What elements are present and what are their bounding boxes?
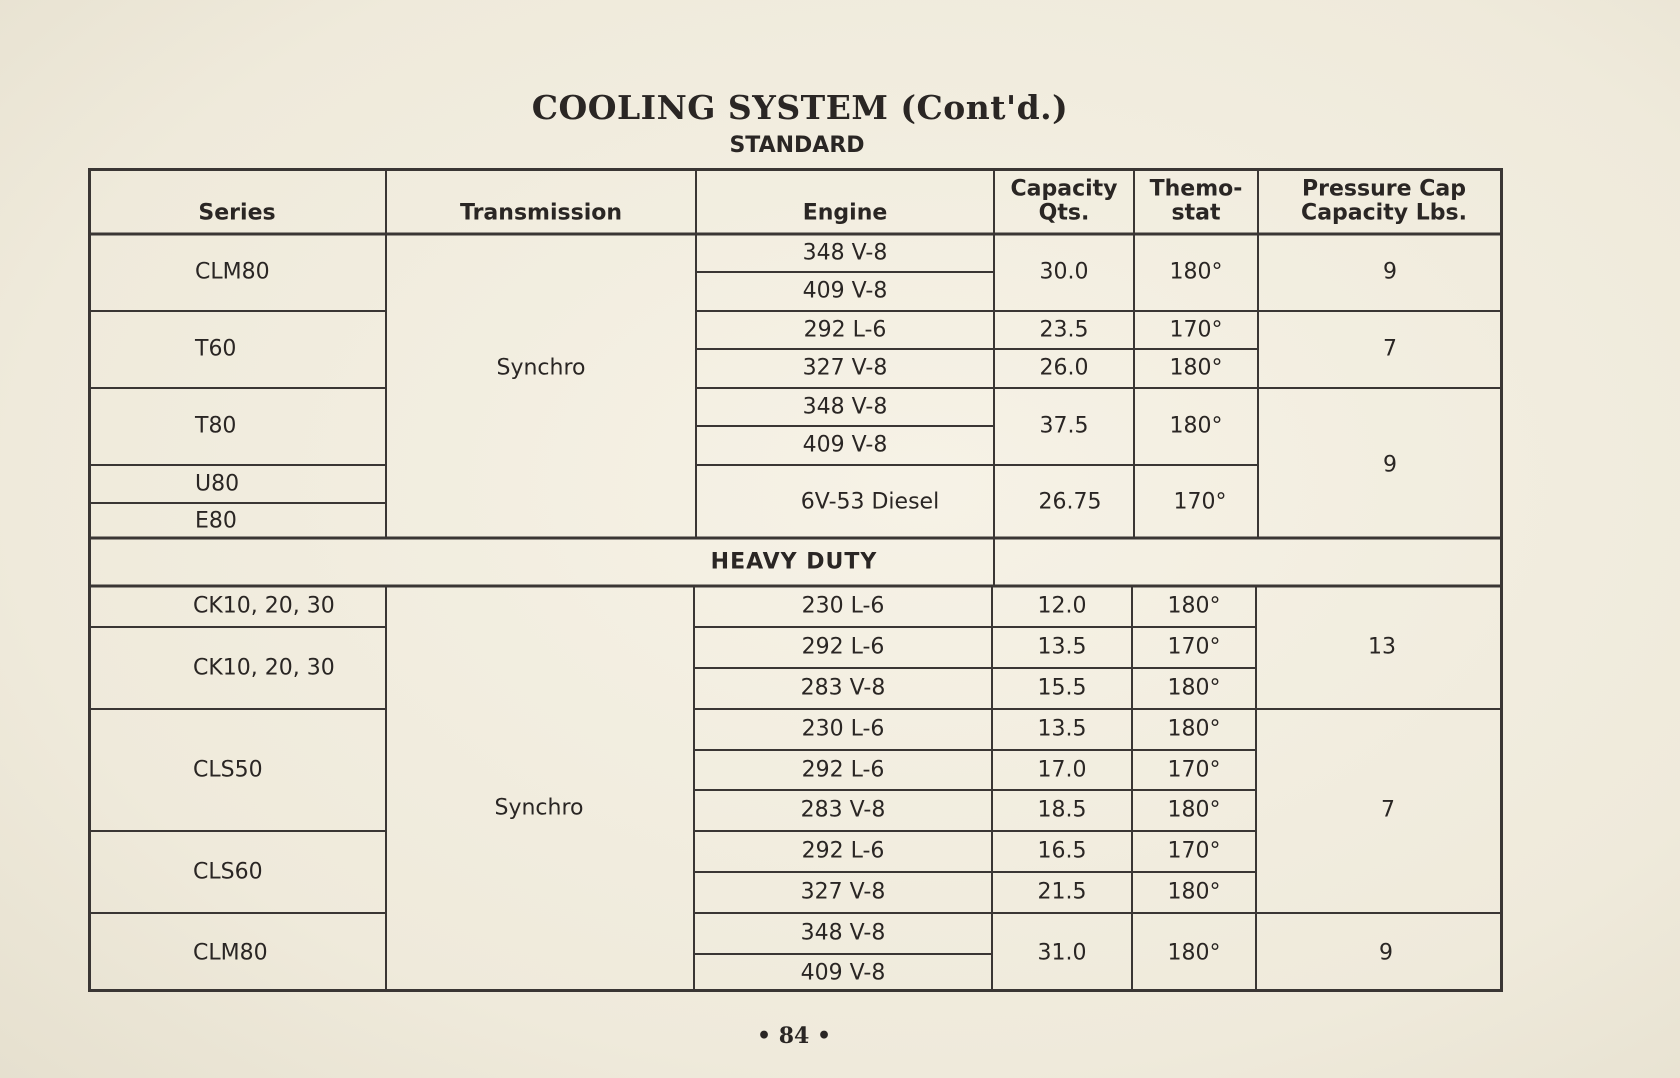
std-pressure-cell: 9 xyxy=(1383,259,1397,285)
hd-engine-cell: 292 L-6 xyxy=(801,838,885,864)
std-thermostat-cell: 180° xyxy=(1169,413,1223,439)
hd-engine-cell: 292 L-6 xyxy=(801,757,885,783)
page-number: • 84 • xyxy=(756,1023,832,1049)
hd-pressure-cell: 7 xyxy=(1381,797,1395,823)
std-thermostat-cell: 170° xyxy=(1169,317,1223,343)
std-series-cell: U80 xyxy=(195,471,240,497)
std-series-cell: CLM80 xyxy=(195,259,270,285)
std-engine-cell: 292 L-6 xyxy=(803,317,887,343)
hd-series-cell: CLS50 xyxy=(193,757,263,783)
std-series-cell: T80 xyxy=(195,413,237,439)
std-engine-cell: 348 V-8 xyxy=(802,394,888,420)
hd-capacity-cell: 31.0 xyxy=(1037,940,1087,966)
hd-capacity-cell: 13.5 xyxy=(1037,634,1087,660)
std-engine-cell: 327 V-8 xyxy=(802,355,888,381)
std-thermostat-cell: 180° xyxy=(1169,259,1223,285)
hd-capacity-cell: 18.5 xyxy=(1037,797,1087,823)
hd-series-cell: CLM80 xyxy=(193,940,268,966)
hd-capacity-cell: 17.0 xyxy=(1037,757,1087,783)
header-thermostat-line2: stat xyxy=(1171,200,1221,226)
hd-thermostat-cell: 180° xyxy=(1167,797,1221,823)
heavy-duty-heading: HEAVY DUTY xyxy=(710,549,878,575)
std-engine-cell: 348 V-8 xyxy=(802,240,888,266)
cooling-system-table xyxy=(88,168,1503,992)
hd-engine-cell: 292 L-6 xyxy=(801,634,885,660)
hd-series-cell: CLS60 xyxy=(193,859,263,885)
std-capacity-cell: 23.5 xyxy=(1039,317,1089,343)
header-pressure-line1: Pressure Cap xyxy=(1302,176,1466,202)
std-pressure-cell: 7 xyxy=(1383,336,1397,362)
std-capacity-cell: 30.0 xyxy=(1039,259,1089,285)
header-pressure-line2: Capacity Lbs. xyxy=(1301,200,1467,226)
hd-transmission-cell: Synchro xyxy=(494,795,584,821)
std-series-cell: E80 xyxy=(195,508,237,534)
hd-engine-cell: 283 V-8 xyxy=(800,797,886,823)
hd-engine-cell: 348 V-8 xyxy=(800,920,886,946)
hd-capacity-cell: 12.0 xyxy=(1037,593,1087,619)
hd-engine-cell: 327 V-8 xyxy=(800,879,886,905)
hd-thermostat-cell: 180° xyxy=(1167,593,1221,619)
hd-capacity-cell: 13.5 xyxy=(1037,716,1087,742)
hd-thermostat-cell: 180° xyxy=(1167,879,1221,905)
hd-series-cell: CK10, 20, 30 xyxy=(193,593,335,619)
hd-capacity-cell: 16.5 xyxy=(1037,838,1087,864)
hd-engine-cell: 283 V-8 xyxy=(800,675,886,701)
header-transmission: Transmission xyxy=(459,200,623,226)
hd-engine-cell: 230 L-6 xyxy=(801,593,885,619)
header-series: Series xyxy=(198,200,276,226)
std-capacity-cell: 26.0 xyxy=(1039,355,1089,381)
hd-thermostat-cell: 180° xyxy=(1167,716,1221,742)
table-grid xyxy=(88,168,1503,992)
hd-thermostat-cell: 180° xyxy=(1167,675,1221,701)
hd-thermostat-cell: 170° xyxy=(1167,838,1221,864)
hd-series-cell: CK10, 20, 30 xyxy=(193,655,335,681)
header-thermostat-line1: Themo- xyxy=(1149,176,1243,202)
hd-thermostat-cell: 170° xyxy=(1167,757,1221,783)
hd-pressure-cell: 13 xyxy=(1368,634,1396,660)
hd-thermostat-cell: 170° xyxy=(1167,634,1221,660)
std-capacity-cell: 37.5 xyxy=(1039,413,1089,439)
std-engine-cell: 409 V-8 xyxy=(802,278,888,304)
hd-engine-cell: 409 V-8 xyxy=(800,960,886,986)
page-title: COOLING SYSTEM (Cont'd.) xyxy=(531,88,1069,127)
std-pressure-cell: 9 xyxy=(1383,452,1397,478)
header-engine: Engine xyxy=(802,200,888,226)
page-subtitle: STANDARD xyxy=(729,133,865,158)
std-engine-cell: 6V-53 Diesel xyxy=(800,489,940,515)
std-series-cell: T60 xyxy=(195,336,237,362)
hd-capacity-cell: 15.5 xyxy=(1037,675,1087,701)
std-thermostat-cell: 180° xyxy=(1169,355,1223,381)
std-transmission-cell: Synchro xyxy=(496,355,586,381)
std-engine-cell: 409 V-8 xyxy=(802,432,888,458)
std-thermostat-cell: 170° xyxy=(1173,489,1227,515)
hd-pressure-cell: 9 xyxy=(1379,940,1393,966)
hd-engine-cell: 230 L-6 xyxy=(801,716,885,742)
header-capacity-line1: Capacity xyxy=(1010,176,1118,202)
std-capacity-cell: 26.75 xyxy=(1038,489,1102,515)
header-capacity-line2: Qts. xyxy=(1038,200,1090,226)
hd-capacity-cell: 21.5 xyxy=(1037,879,1087,905)
hd-thermostat-cell: 180° xyxy=(1167,940,1221,966)
